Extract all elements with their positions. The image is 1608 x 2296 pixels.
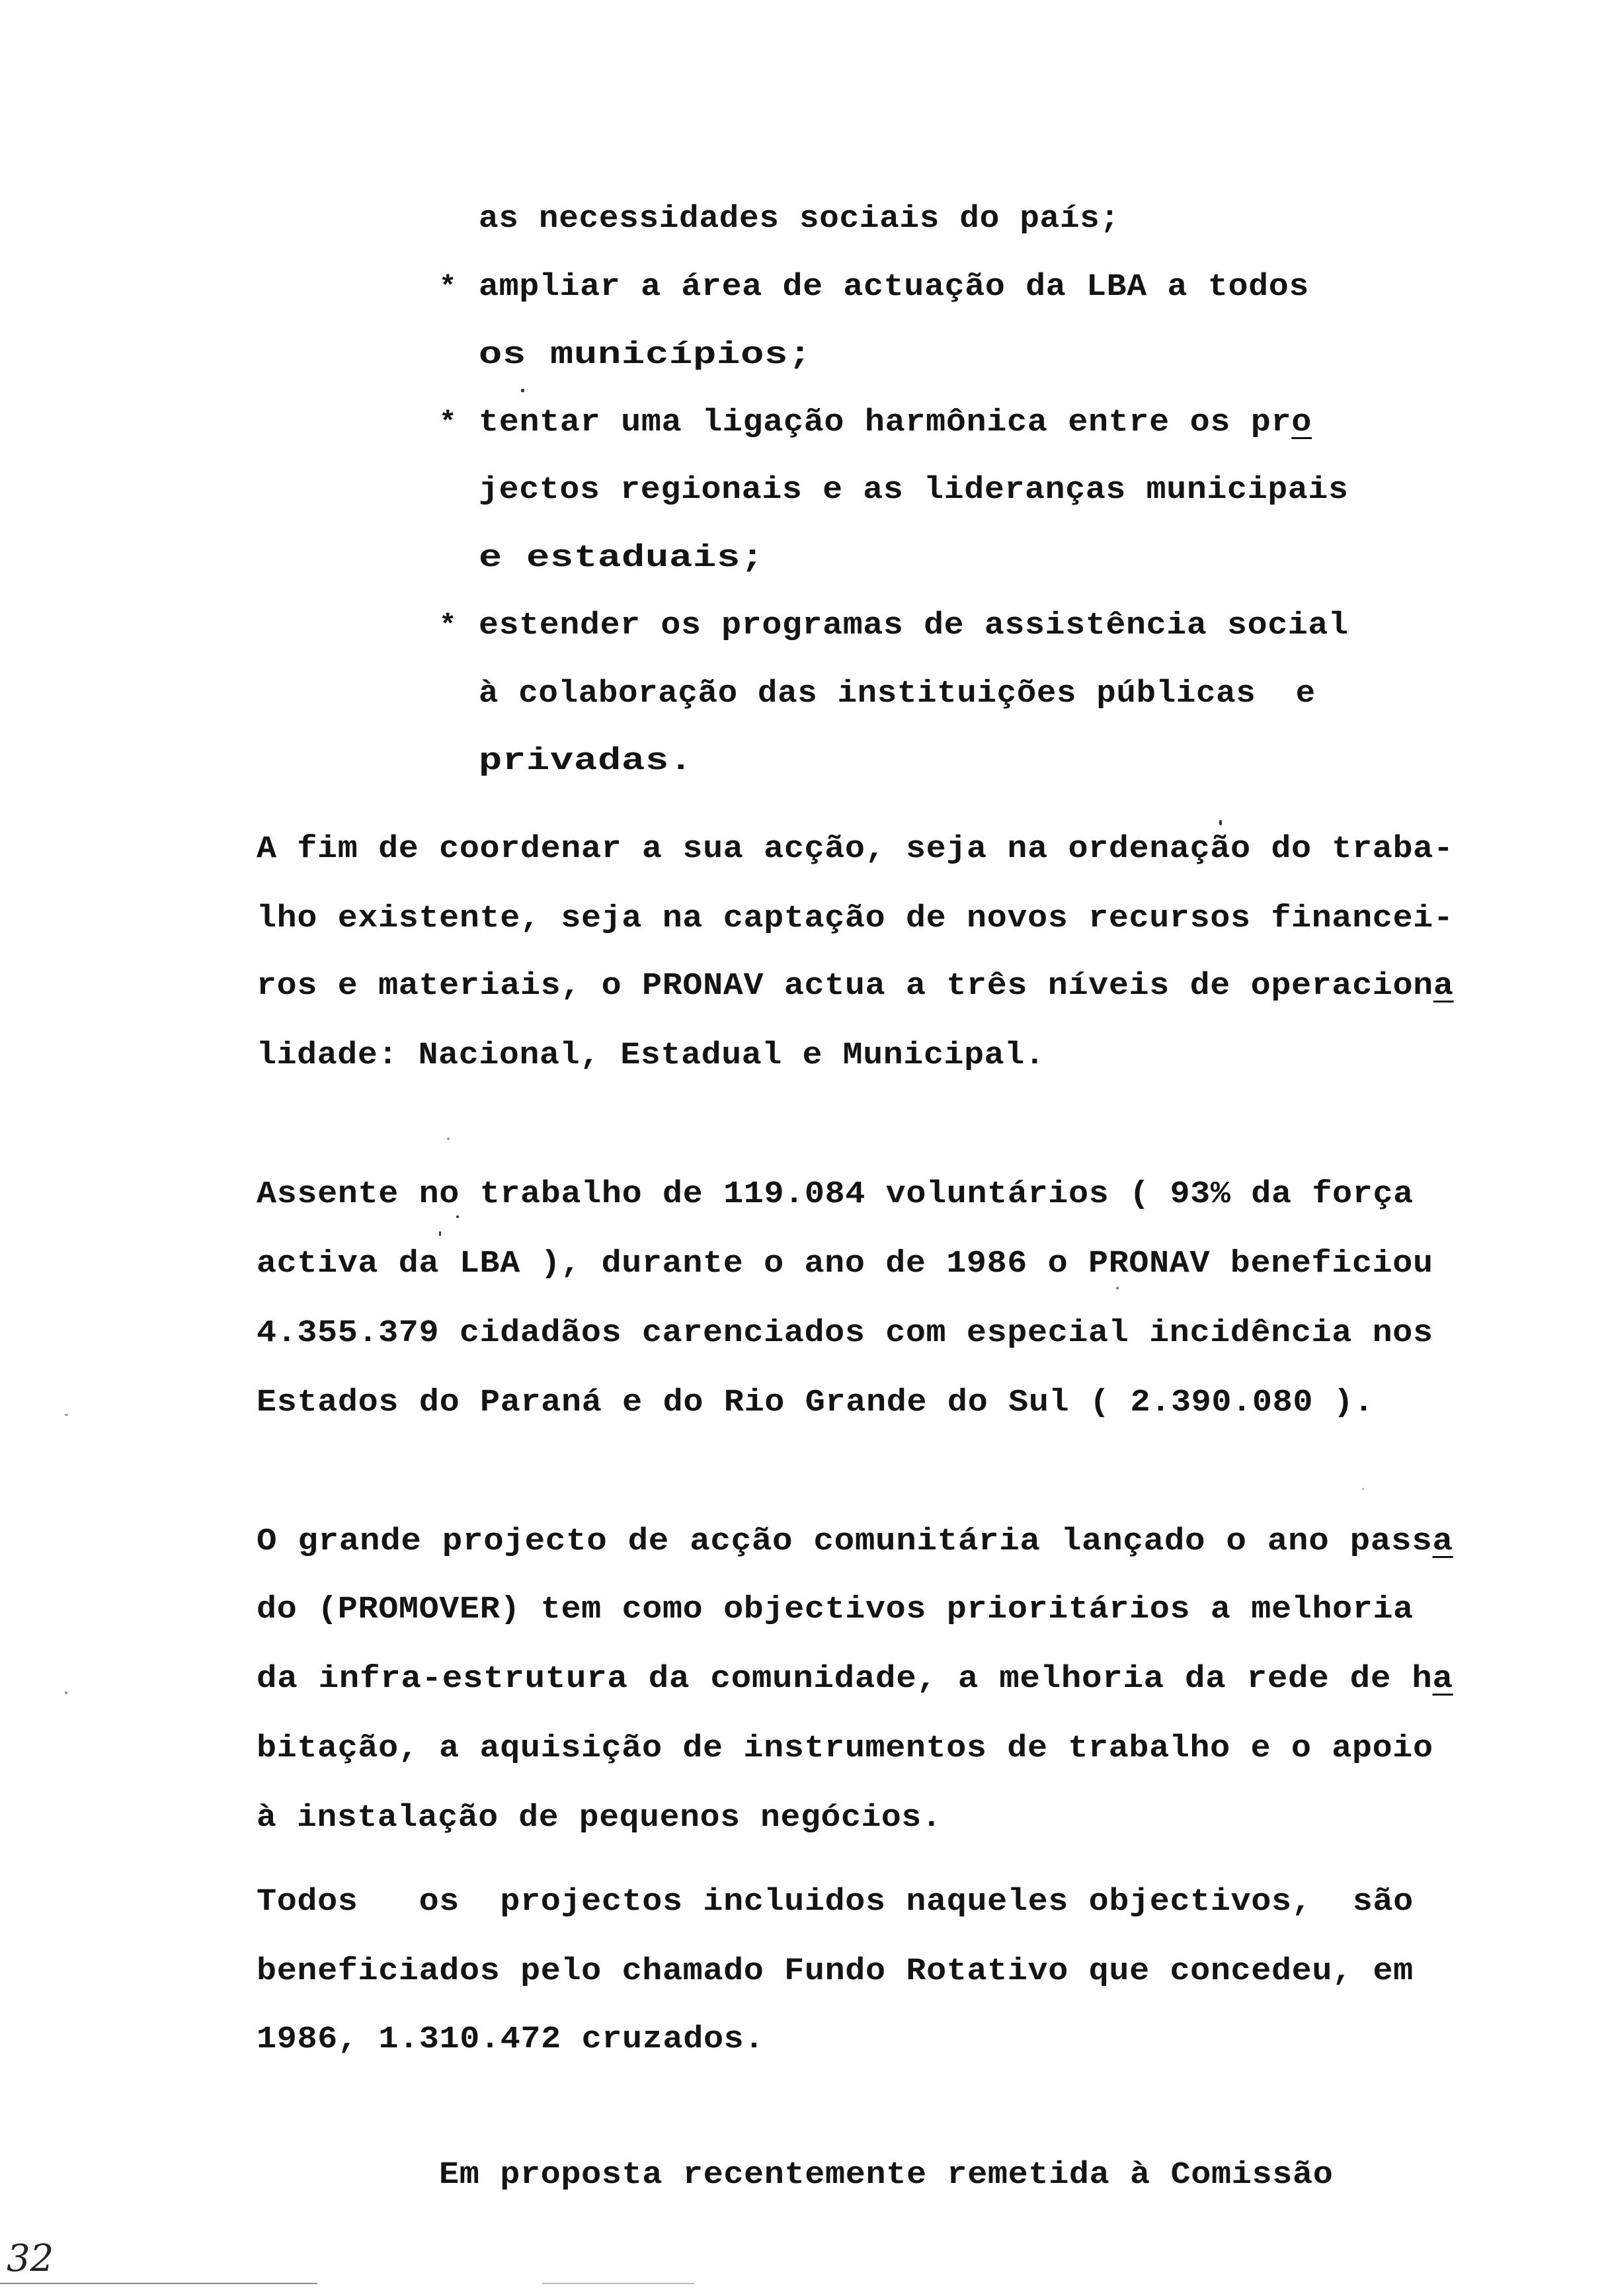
underlined-char: o [1291, 405, 1312, 440]
page-number: 32 [7, 2237, 54, 2280]
text-line: privadas. [479, 744, 694, 779]
scan-speck [1116, 1287, 1119, 1290]
text-line: ampliar a área de actuação da LBA a todos [479, 270, 1309, 305]
underlined-char: a [1432, 1524, 1453, 1559]
text-line: as necessidades sociais do país; [479, 202, 1120, 237]
text-segment: da infra-estrutura da comunidade, a melhoria da rede de h [257, 1662, 1433, 1697]
underlined-char: a [1433, 969, 1454, 1004]
underlined-char: a [1432, 1662, 1453, 1697]
scan-speck [65, 1692, 67, 1694]
scan-speck [456, 1215, 459, 1218]
text-line: lidade: Nacional, Estadual e Municipal. [257, 1038, 1045, 1073]
text-line: Assente no trabalho de 119.084 voluntários ( 93% da força [257, 1177, 1414, 1212]
text-line: do (PROMOVER) tem como objectivos prioritários a melhoria [257, 1592, 1414, 1627]
text-line: 4.355.379 cidadãos carenciados com especial incidência nos [257, 1316, 1433, 1351]
text-segment: tentar uma ligação harmônica entre os pr [479, 405, 1292, 440]
text-line: A fim de coordenar a sua acção, seja na ordenação do traba- [257, 832, 1454, 867]
text-line: jectos regionais e as lideranças municipais [479, 473, 1349, 508]
text-line: Em proposta recentemente remetida à Comissão [439, 2158, 1334, 2193]
text-segment: ros e materiais, o PRONAV actua a três níveis de operacion [257, 969, 1433, 1004]
text-line [257, 1660, 1453, 1700]
text-line: Estados do Paraná e do Rio Grande do Sul ( 2.390.080 ). [257, 1385, 1375, 1420]
scan-speck [439, 1231, 441, 1236]
text-line [479, 403, 1312, 443]
text-line: activa da LBA ), durante o ano de 1986 o PRONAV beneficiou [257, 1247, 1433, 1282]
scan-speck [447, 1137, 450, 1140]
text-line: os municípios; [479, 338, 813, 373]
text-line: beneficiados pelo chamado Fundo Rotativo que concedeu, em [257, 1954, 1414, 1989]
text-line: 1986, 1.310.472 cruzados. [257, 2022, 765, 2057]
text-line: bitação, a aquisição de instrumentos de trabalho e o apoio [257, 1731, 1433, 1766]
scan-speck [65, 1414, 68, 1416]
text-line: lho existente, seja na captação de novos recursos financei- [257, 901, 1454, 936]
scan-speck [1362, 1488, 1364, 1490]
text-line: e estaduais; [479, 541, 765, 576]
text-segment: O grande projecto de acção comunitária lançado o ano pass [257, 1524, 1433, 1559]
bullet-marker: * [439, 271, 457, 304]
text-line [257, 1522, 1453, 1562]
text-line: estender os programas de assistência social [479, 608, 1349, 643]
scan-speck [1219, 820, 1222, 825]
footer-rule [542, 2283, 694, 2284]
scan-speck [521, 389, 524, 392]
text-line: Todos os projectos incluidos naqueles objectivos, são [257, 1885, 1414, 1920]
bullet-marker: * [439, 407, 457, 440]
text-line: à colaboração das instituições públicas e [479, 676, 1316, 712]
bullet-marker: * [439, 610, 457, 643]
footer-rule [0, 2283, 317, 2284]
text-line: à instalação de pequenos negócios. [257, 1801, 942, 1836]
text-line [257, 967, 1454, 1006]
